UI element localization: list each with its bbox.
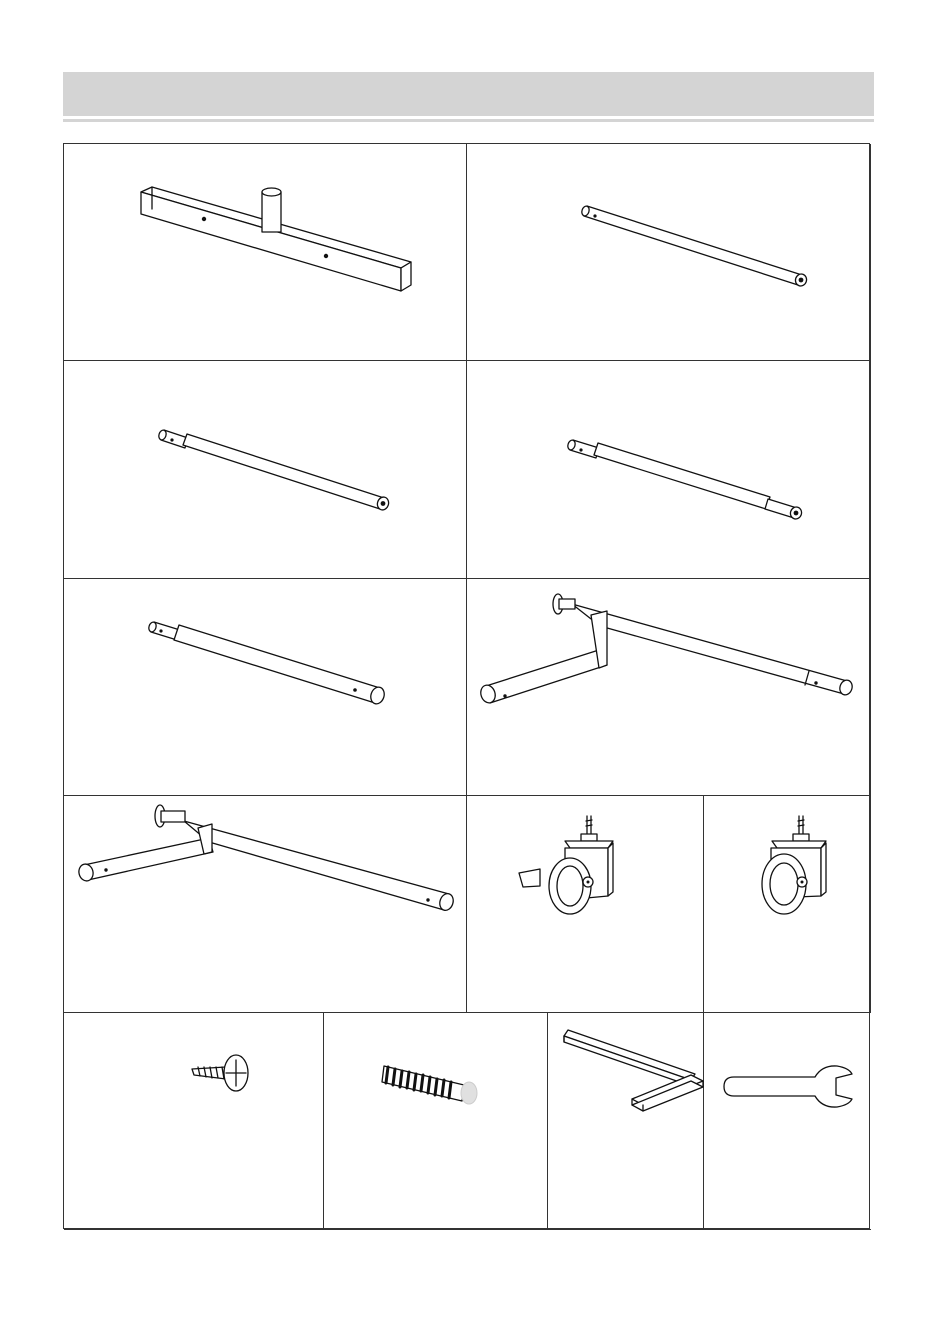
part-cell-l <box>548 1013 704 1230</box>
square-tube-base-with-post-icon <box>64 144 467 361</box>
part-cell-c <box>64 361 467 579</box>
wrench-icon <box>704 1013 871 1230</box>
part-cell-d <box>467 361 871 579</box>
allen-key-icon <box>548 1013 704 1230</box>
l-shaped-tube-with-flange-icon <box>467 579 871 796</box>
parts-grid <box>63 143 870 1229</box>
l-shaped-tube-with-flange-icon <box>64 796 467 1013</box>
part-cell-a <box>64 144 467 361</box>
straight-tube-two-stepped-ends-icon <box>467 361 871 579</box>
part-cell-k <box>324 1013 548 1230</box>
part-cell-b <box>467 144 871 361</box>
caster-wheel-with-brake-icon <box>467 796 704 1013</box>
part-cell-f <box>467 579 871 796</box>
bolt-icon <box>324 1013 548 1230</box>
straight-tube-with-holes-icon <box>64 579 467 796</box>
part-cell-g <box>64 796 467 1013</box>
part-cell-i <box>704 796 871 1013</box>
part-cell-j <box>64 1013 324 1230</box>
part-cell-e <box>64 579 467 796</box>
straight-tube-icon <box>467 144 871 361</box>
part-cell-m <box>704 1013 871 1230</box>
straight-tube-stepped-end-icon <box>64 361 467 579</box>
caster-wheel-icon <box>704 796 871 1013</box>
screw-icon <box>64 1013 324 1230</box>
header-rule <box>63 119 874 122</box>
section-header-bar <box>63 72 874 116</box>
part-cell-h <box>467 796 704 1013</box>
